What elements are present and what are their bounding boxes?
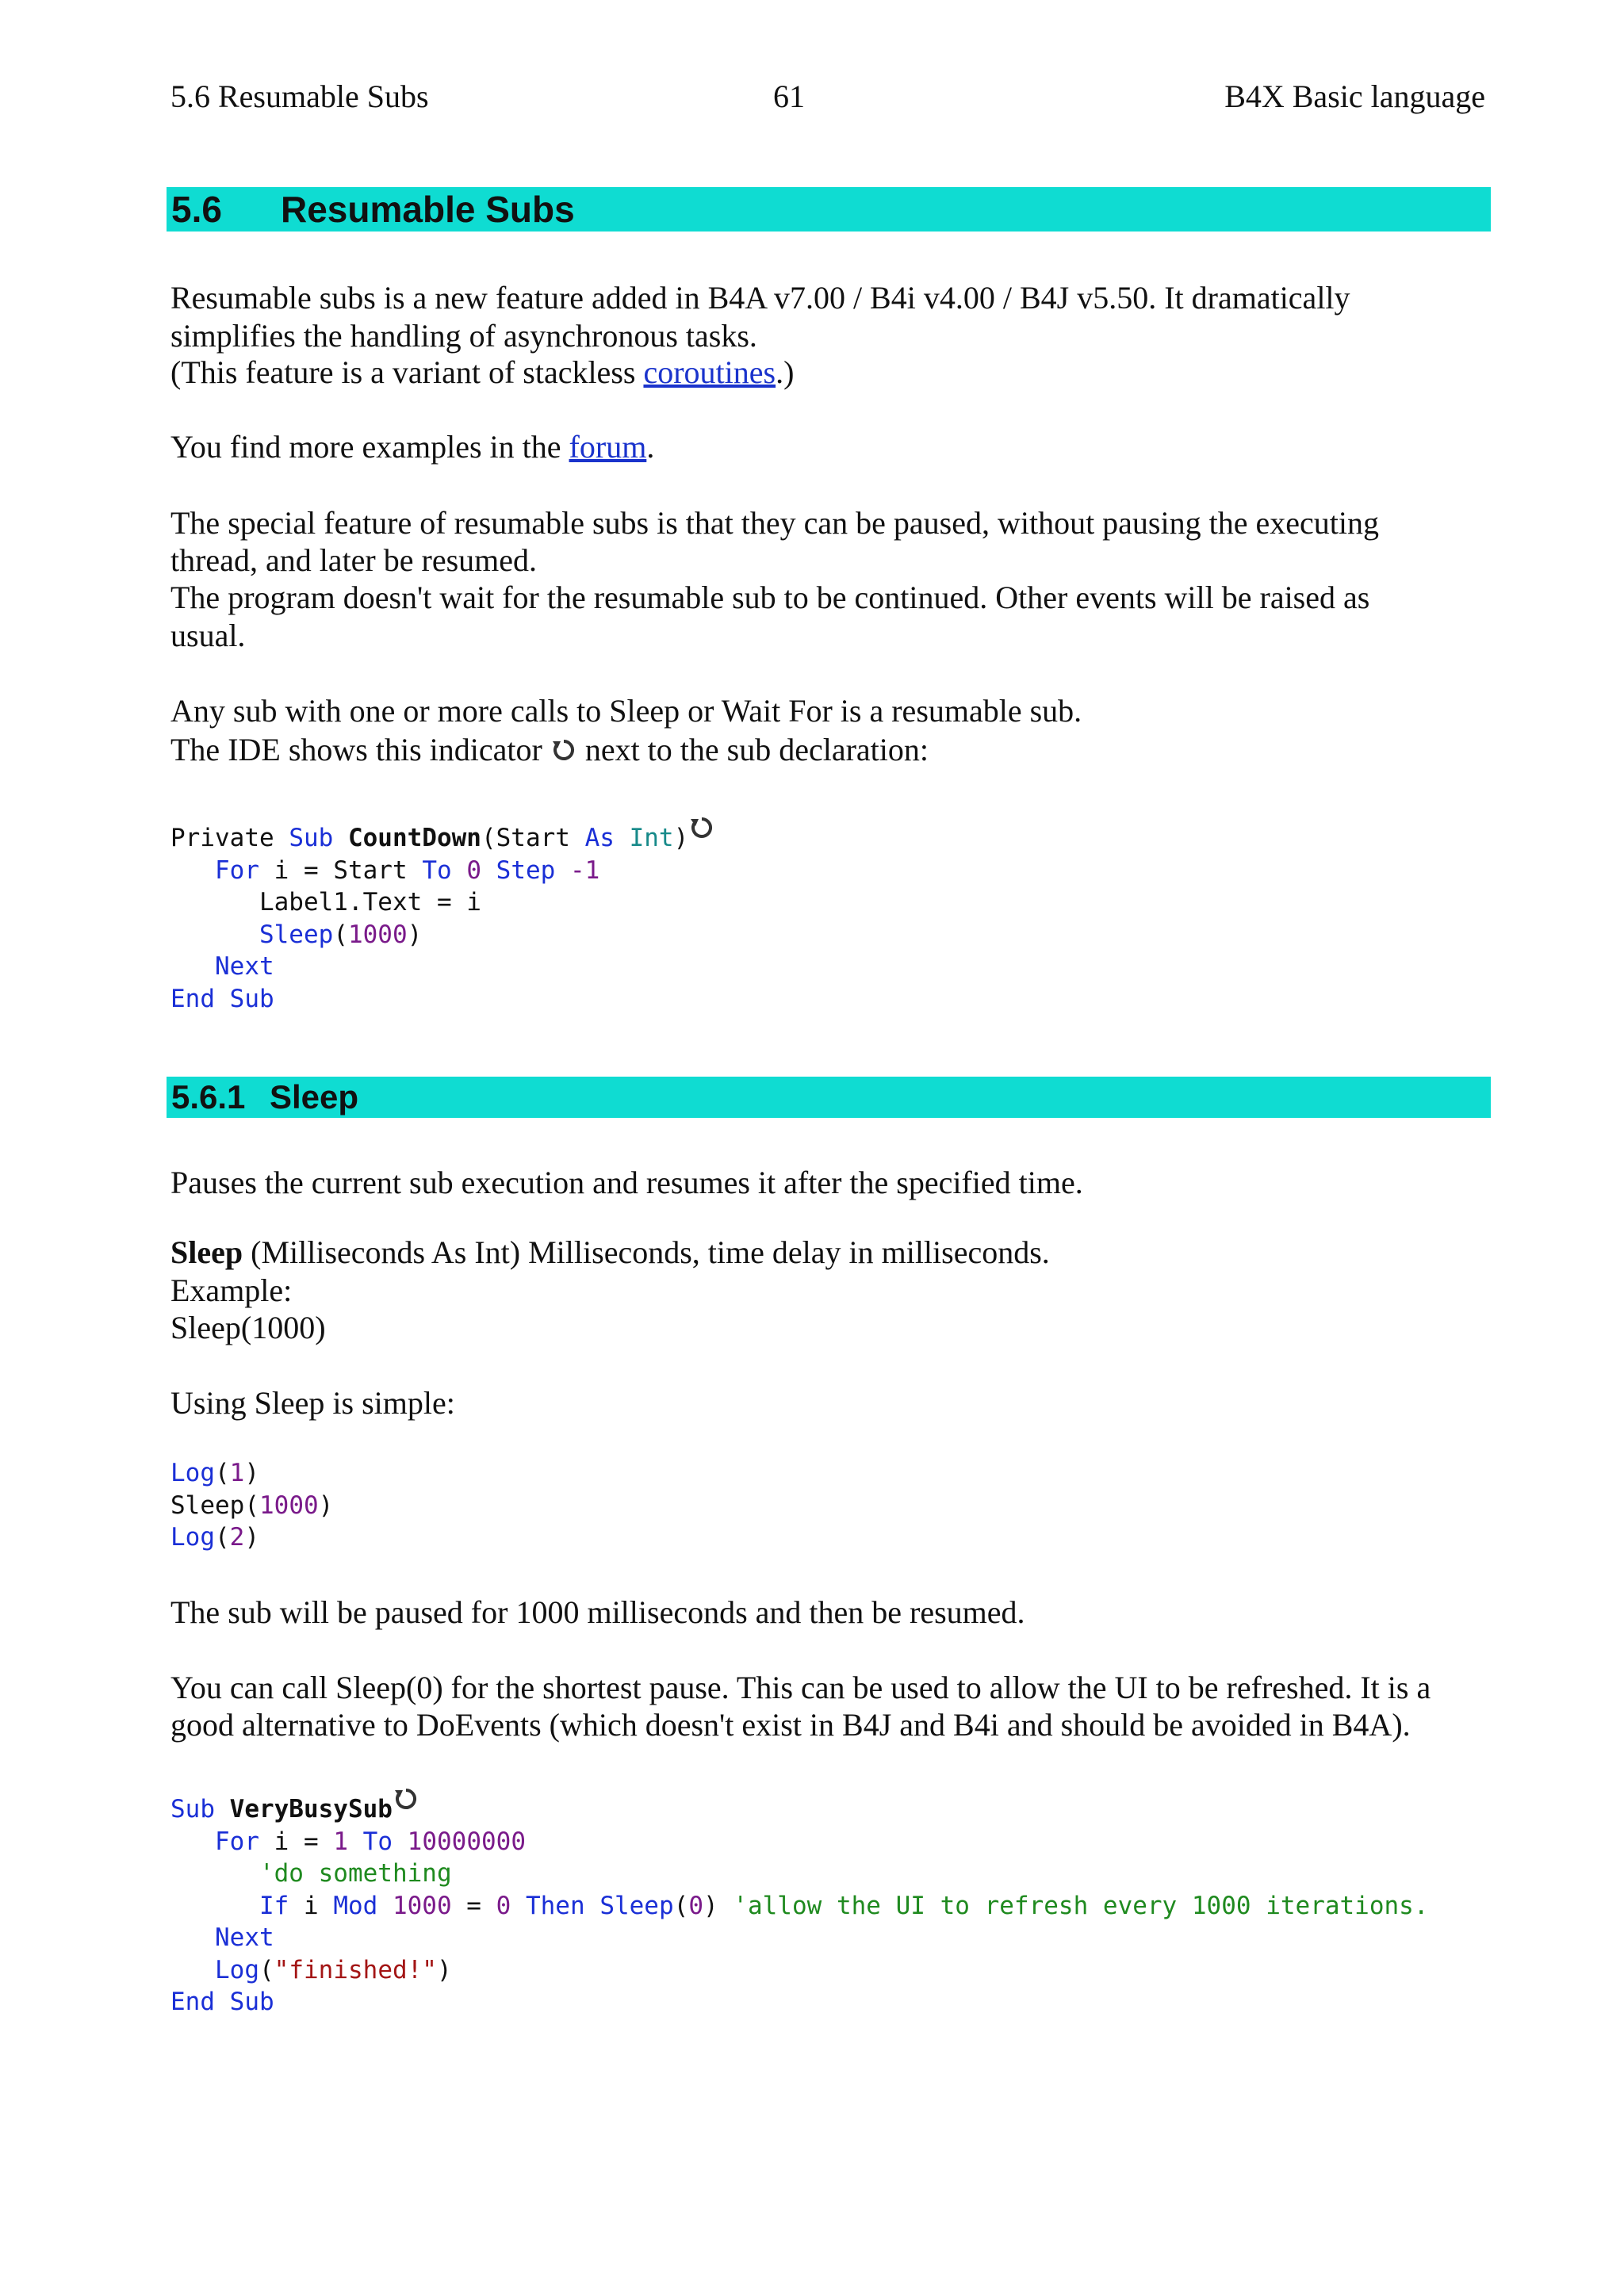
header-section-title: 5.6 Resumable Subs: [170, 78, 429, 114]
sleep-keyword: Sleep: [170, 1234, 243, 1270]
forum-pre: You find more examples in the: [170, 429, 569, 465]
special-line-2: thread, and later be resumed.: [170, 542, 538, 578]
code-line: [170, 824, 715, 852]
code-line: [170, 952, 274, 981]
code-token: VeryBusySub: [229, 1795, 393, 1823]
code-token: To: [362, 1827, 393, 1856]
code-token: 1000: [347, 920, 408, 949]
example-label: Example:: [170, 1272, 293, 1308]
code-token: "finished!": [274, 1955, 437, 1984]
circular-arrow-icon: [550, 737, 577, 763]
code-token: Then: [525, 1891, 585, 1920]
code-token: 0: [466, 855, 481, 885]
subsection-heading: [167, 1077, 1491, 1118]
code-line: [170, 1859, 452, 1888]
intro-line-3-pre: (This feature is a variant of stackless: [170, 354, 644, 390]
code-token: Mod: [333, 1891, 378, 1920]
section-heading: [167, 187, 1491, 232]
code-line: [170, 888, 481, 916]
code-token: i =: [259, 1827, 334, 1856]
code-token: Int: [629, 824, 674, 852]
code-token: 1000: [392, 1891, 452, 1920]
paused-paragraph: The sub will be paused for 1000 milliseconds and then be resumed.: [170, 1594, 1025, 1630]
code-block-verybusy: [170, 1785, 1429, 2019]
code-token: (: [259, 1955, 274, 1984]
code-token: Private: [170, 824, 289, 852]
code-token: i = Start: [259, 855, 423, 885]
zero-line-1: You can call Sleep(0) for the shortest pause. This can be used to allow the UI to be refreshed. It is a: [170, 1670, 1431, 1705]
code-token: (Start: [481, 824, 585, 852]
code-token: Sub: [170, 1795, 230, 1823]
zero-line-2: good alternative to DoEvents (which doesn't exist in B4J and B4i and should be avoided in B4A).: [170, 1707, 1411, 1743]
code-token: End Sub: [170, 984, 274, 1013]
coroutines-link[interactable]: coroutines: [643, 354, 776, 390]
anysub-line-2: [170, 731, 929, 769]
code-token: (: [333, 920, 348, 949]
page-header: [170, 78, 1485, 117]
code-token: 1: [229, 1459, 245, 1487]
code-line: Log(2): [170, 1523, 260, 1552]
code-token: Label1.Text = i: [259, 888, 481, 916]
code-token: Log: [215, 1955, 259, 1984]
subsection-title: Sleep: [270, 1078, 359, 1115]
special-line-4: usual.: [170, 618, 246, 653]
code-token: Log: [170, 1523, 215, 1552]
intro-line-2: simplifies the handling of asynchronous tasks.: [170, 318, 757, 354]
code-token: 10000000: [407, 1827, 526, 1856]
code-line: [170, 1892, 1429, 1920]
forum-paragraph: [170, 428, 654, 466]
code-token: ): [703, 1891, 733, 1920]
code-token: Step: [496, 855, 556, 885]
code-token: -1: [569, 855, 600, 885]
code-token: 1: [333, 1827, 348, 1856]
code-token: ): [673, 824, 689, 852]
special-line-3: The program doesn't wait for the resumable sub to be continued. Other events will be raised as: [170, 580, 1370, 615]
code-token: Log: [170, 1459, 215, 1487]
code-token: End Sub: [170, 1988, 274, 2016]
code-token: 'allow the UI to refresh every 1000 iterations.: [733, 1891, 1429, 1920]
sleep-signature-rest: (Milliseconds As Int) Milliseconds, time delay in milliseconds.: [243, 1234, 1050, 1270]
subsection-number: 5.6.1: [171, 1078, 246, 1115]
anysub-line-1: Any sub with one or more calls to Sleep or Wait For is a resumable sub.: [170, 693, 1082, 729]
anysub-line-2-pre: The IDE shows this indicator: [170, 732, 550, 767]
sleep-signature: [170, 1234, 1050, 1272]
code-block-sleep: [170, 1457, 333, 1554]
code-token: To: [422, 855, 452, 885]
code-token: 2: [229, 1523, 245, 1552]
intro-line-3: [170, 354, 794, 392]
section-number: 5.6: [171, 189, 222, 230]
code-token: Next: [215, 952, 274, 981]
code-token: Sleep: [170, 1490, 245, 1520]
code-line: [170, 856, 599, 885]
sleep-description: Pauses the current sub execution and resumes it after the specified time.: [170, 1165, 1083, 1200]
code-token: 1000: [259, 1490, 319, 1520]
code-token: 0: [496, 1891, 511, 1920]
code-line: [170, 1827, 526, 1856]
code-token: (: [673, 1891, 689, 1920]
intro-line-1: Resumable subs is a new feature added in B4A v7.00 / B4i v4.00 / B4J v5.50. It dramatically: [170, 280, 1350, 316]
code-block-countdown: [170, 814, 715, 1015]
code-token: For: [215, 855, 259, 885]
anysub-line-2-post: next to the sub declaration:: [576, 732, 929, 767]
code-token: CountDown: [347, 824, 481, 852]
code-line: [170, 985, 274, 1013]
circular-arrow-icon: [688, 814, 715, 841]
code-line: [170, 920, 422, 949]
forum-post: .: [646, 429, 655, 465]
code-line: [170, 1988, 274, 2016]
intro-line-3-post: .): [776, 354, 795, 390]
header-book-title: B4X Basic language: [1224, 78, 1485, 114]
code-token: As: [584, 824, 630, 852]
code-token: Next: [215, 1923, 274, 1952]
special-line-1: The special feature of resumable subs is that they can be paused, without pausing the executing: [170, 505, 1379, 541]
code-line: [170, 1795, 419, 1823]
code-token: ): [407, 920, 423, 949]
circular-arrow-icon: [393, 1785, 419, 1812]
section-title: Resumable Subs: [281, 189, 575, 230]
code-line: Log(1): [170, 1459, 260, 1487]
example-code: Sleep(1000): [170, 1310, 326, 1345]
sleep-simple: Using Sleep is simple:: [170, 1385, 455, 1421]
code-token: 'do something: [259, 1859, 452, 1888]
code-line: [170, 1956, 452, 1984]
page-number: 61: [773, 78, 805, 114]
forum-link[interactable]: forum: [569, 429, 647, 465]
code-line: Sleep(1000): [170, 1490, 334, 1520]
code-token: If: [259, 1891, 289, 1920]
code-token: For: [215, 1827, 259, 1856]
code-token: Sub: [289, 824, 348, 852]
code-token: 0: [688, 1891, 703, 1920]
code-line: [170, 1923, 274, 1952]
code-token: Sleep: [259, 920, 334, 949]
code-token: ): [436, 1955, 452, 1984]
code-token: i: [289, 1891, 334, 1920]
code-token: Sleep: [599, 1891, 674, 1920]
code-token: =: [451, 1891, 496, 1920]
